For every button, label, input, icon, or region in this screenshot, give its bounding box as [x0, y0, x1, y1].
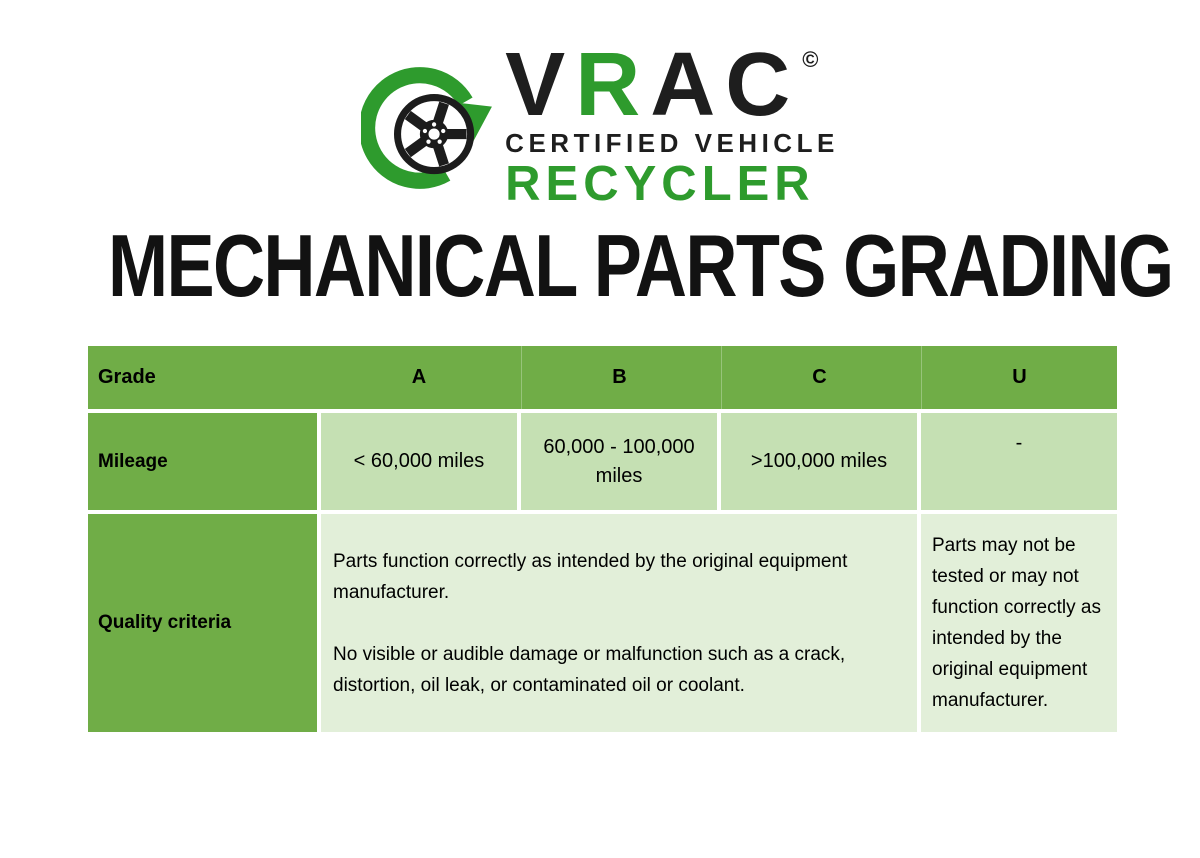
header-cell-a: A [411, 366, 427, 388]
copyright-icon: © [802, 47, 819, 72]
logo-letter-v: V [505, 35, 576, 135]
quality-abc-paragraph-1: Parts function correctly as intended by the original equipment manufacturer. [333, 550, 848, 603]
page [0, 35, 1200, 732]
mileage-row-label: Mileage [88, 413, 317, 510]
logo-subtitle-recycler: RECYCLER [505, 157, 815, 211]
table-row-mileage [88, 413, 1117, 510]
table-row-quality-criteria [88, 514, 1117, 732]
recycle-wheel-icon [361, 61, 497, 197]
vrac-logo [0, 35, 1200, 211]
page-title: MECHANICAL PARTS GRADING [108, 216, 1173, 315]
logo-wordmark [505, 35, 819, 135]
header-cell-b: B [521, 346, 717, 409]
logo-letter-r: R [575, 35, 651, 135]
logo-letter-a: A [650, 35, 726, 135]
logo-subtitle-certified-vehicle: CERTIFIED VEHICLE [505, 128, 839, 158]
mileage-grade-u-cell: - [921, 413, 1117, 510]
grading-table [88, 346, 1117, 732]
mileage-grade-a-cell: < 60,000 miles [321, 413, 517, 510]
table-header-row [88, 346, 1117, 409]
header-cell-c: C [721, 346, 917, 409]
mileage-grade-b-cell: 60,000 - 100,000 miles [521, 413, 717, 510]
quality-grade-u-cell: Parts may not be tested or may not function correctly as intended by the original equipment manufacturer. [921, 514, 1117, 732]
wheel-center-hole [429, 128, 440, 139]
quality-abc-paragraph-2: No visible or audible damage or malfunction such as a crack, distortion, oil leak, or contaminated oil or coolant. [333, 643, 846, 696]
quality-grades-abc-cell [321, 514, 917, 732]
logo-text-block [505, 35, 839, 211]
quality-row-label: Quality criteria [88, 514, 317, 732]
logo-letter-c: C [725, 35, 801, 135]
header-cell-grade: Grade [98, 366, 156, 388]
header-cell-u: U [921, 346, 1117, 409]
mileage-grade-c-cell: >100,000 miles [721, 413, 917, 510]
